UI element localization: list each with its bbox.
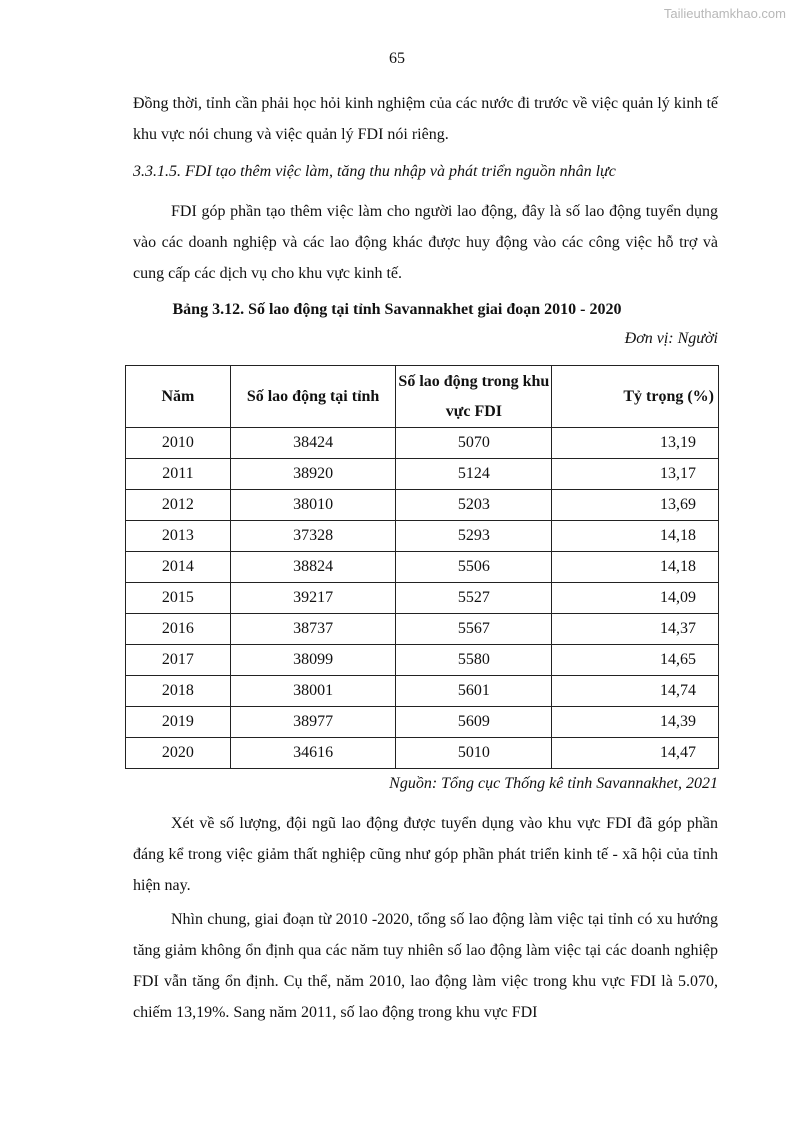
table-row (126, 614, 719, 645)
table-row (126, 738, 719, 769)
paragraph-fdi: FDI góp phần tạo thêm việc làm cho người lao động, đây là số lao động tuyển dụng vào các doanh nghiệp và các lao động khác được huy động vào các công việc hỗ trợ và cung cấp các dịch vụ cho khu vực kinh tế. (133, 203, 718, 282)
cell-share: 14,65 (552, 645, 719, 676)
table-source: Nguồn: Tổng cục Thống kê tỉnh Savannakhet, 2021 (389, 775, 718, 792)
cell-fdi: 5506 (396, 552, 552, 583)
cell-total: 38977 (230, 707, 396, 738)
table-row (126, 459, 719, 490)
cell-share: 13,19 (552, 428, 719, 459)
cell-fdi: 5567 (396, 614, 552, 645)
table-body (126, 428, 719, 769)
cell-share: 14,47 (552, 738, 719, 769)
cell-total: 39217 (230, 583, 396, 614)
table-row (126, 583, 719, 614)
section-heading: 3.3.1.5. FDI tạo thêm việc làm, tăng thu nhập và phát triển nguồn nhân lực (133, 163, 616, 180)
cell-share: 13,17 (552, 459, 719, 490)
table-row (126, 428, 719, 459)
cell-fdi: 5609 (396, 707, 552, 738)
paragraph-overview: Nhìn chung, giai đoạn từ 2010 -2020, tổng số lao động làm việc tại tỉnh có xu hướng tăng giảm không ổn định qua các năm tuy nhiên số lao động làm việc tại các doanh nghiệp FDI vẫn tăng ổn định. Cụ thể, năm 2010, lao động làm việc trong khu vực FDI là 5.070, chiếm 13,19%. Sang năm 2011, số lao động trong khu vực FDI (133, 911, 718, 1021)
paragraph-quantity: Xét về số lượng, đội ngũ lao động được tuyển dụng vào khu vực FDI đã góp phần đáng kể trong việc giảm thất nghiệp cũng như góp phần phát triển kinh tế - xã hội của tỉnh hiện nay. (133, 815, 718, 894)
cell-fdi: 5010 (396, 738, 552, 769)
cell-total: 37328 (230, 521, 396, 552)
header-total: Số lao động tại tỉnh (230, 366, 396, 428)
cell-fdi: 5601 (396, 676, 552, 707)
header-fdi: Số lao động trong khu vực FDI (396, 366, 552, 428)
table-row (126, 676, 719, 707)
table-row (126, 521, 719, 552)
cell-total: 38010 (230, 490, 396, 521)
cell-year: 2017 (126, 645, 231, 676)
cell-year: 2013 (126, 521, 231, 552)
table-header-row (126, 366, 719, 428)
cell-share: 14,37 (552, 614, 719, 645)
header-year: Năm (126, 366, 231, 428)
header-share: Tỷ trọng (%) (552, 366, 719, 428)
cell-year: 2020 (126, 738, 231, 769)
cell-year: 2014 (126, 552, 231, 583)
cell-total: 38099 (230, 645, 396, 676)
cell-year: 2010 (126, 428, 231, 459)
table-row (126, 490, 719, 521)
cell-year: 2012 (126, 490, 231, 521)
watermark: Tailieuthamkhao.com (663, 6, 786, 21)
cell-share: 14,39 (552, 707, 719, 738)
cell-fdi: 5124 (396, 459, 552, 490)
cell-share: 13,69 (552, 490, 719, 521)
cell-total: 38424 (230, 428, 396, 459)
table-unit: Đơn vị: Người (624, 330, 718, 347)
cell-fdi: 5203 (396, 490, 552, 521)
table-row (126, 645, 719, 676)
labor-table (125, 365, 719, 769)
paragraph-intro: Đồng thời, tỉnh cần phải học hỏi kinh nghiệm của các nước đi trước về việc quản lý kinh tế khu vực nói chung và việc quản lý FDI nói riêng. (133, 95, 718, 143)
cell-year: 2011 (126, 459, 231, 490)
table-row (126, 707, 719, 738)
cell-fdi: 5070 (396, 428, 552, 459)
cell-share: 14,74 (552, 676, 719, 707)
page-number: 65 (389, 50, 405, 67)
cell-total: 38824 (230, 552, 396, 583)
cell-year: 2016 (126, 614, 231, 645)
cell-year: 2015 (126, 583, 231, 614)
cell-fdi: 5293 (396, 521, 552, 552)
cell-fdi: 5527 (396, 583, 552, 614)
cell-share: 14,18 (552, 552, 719, 583)
cell-fdi: 5580 (396, 645, 552, 676)
table-title: Bảng 3.12. Số lao động tại tỉnh Savannakhet giai đoạn 2010 - 2020 (172, 301, 622, 318)
cell-total: 38001 (230, 676, 396, 707)
cell-total: 34616 (230, 738, 396, 769)
cell-year: 2018 (126, 676, 231, 707)
cell-total: 38920 (230, 459, 396, 490)
cell-year: 2019 (126, 707, 231, 738)
cell-share: 14,18 (552, 521, 719, 552)
cell-total: 38737 (230, 614, 396, 645)
cell-share: 14,09 (552, 583, 719, 614)
table-row (126, 552, 719, 583)
